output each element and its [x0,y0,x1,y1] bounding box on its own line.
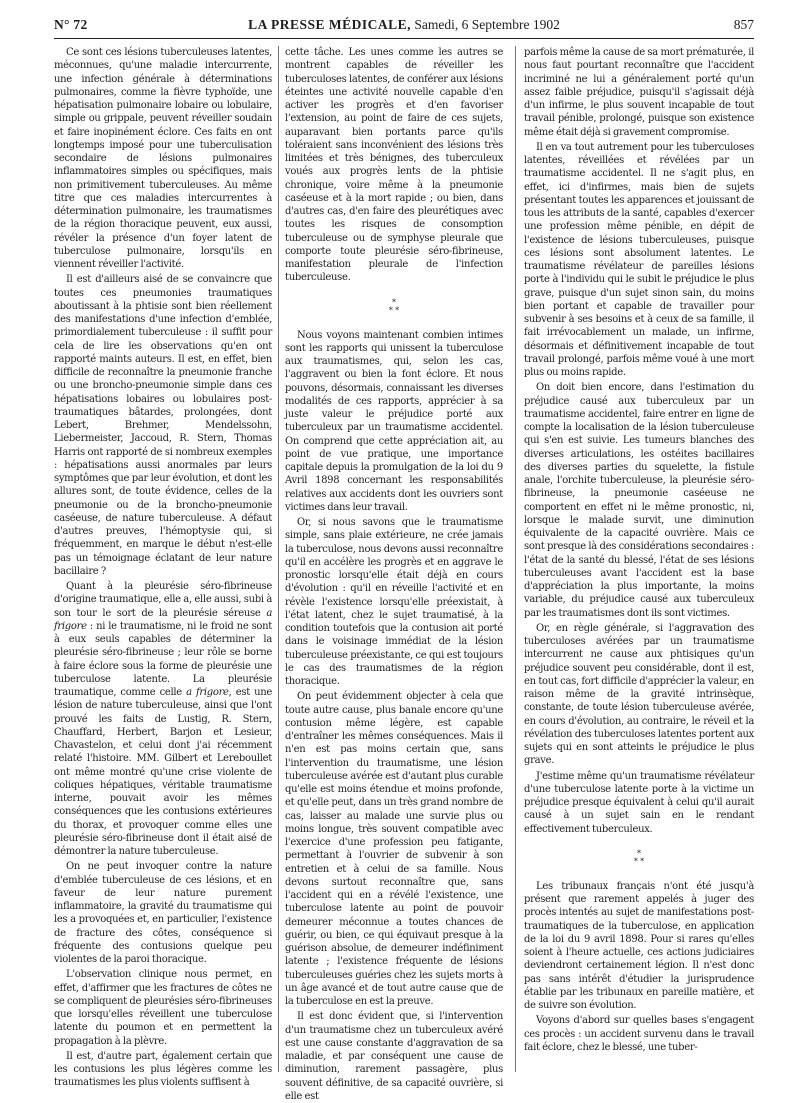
issue-number: N° 72 [54,17,88,32]
text-column-1 [54,46,272,1089]
paragraph: On doit bien encore, dans l'estimation du préjudice causé aux tuberculeux par un traumatisme accidentel, faire entrer en ligne de compte la localisation de la lésion tuberculeuse qui s'en est suivie. Les tumeurs blanches des diverses articulations, les ostéites bacillaires des diverses parties du squelette, la fistule anale, l'orchite tuberculeuse, la pleurésie séro-fibrineuse, la pneumonie caséeuse ne comportent en effet ni le même pronostic, ni, lorsque le malade survit, une diminution équivalente de la capacité ouvrière. Mais ce sont presque là des considérations secondaires : l'état de la santé du blessé, l'état de ses lésions tuberculeuses avant l'accident est la base d'appréciation la plus importante, la moins variable, du préjudice causé aux tuberculeux par les traumatismes dont ils sont victimes. [524,382,754,619]
running-title [54,17,754,33]
text-column-3 [524,46,754,1076]
paragraph: Nous voyons maintenant combien intimes sont les rapports qui unissent la tuberculose aux traumatismes, qui, selon les cas, l'aggravent ou bien la font éclore. Et nous pouvons, désormais, connaissant les diverses modalités de ces rapports, apprécier à sa juste valeur le préjudice porté aux tuberculeux par un traumatisme accidentel. On comprend que cette appréciation ait, au point de vue pratique, une importance capitale depuis la promulgation de la loi du 9 Avril 1898 concernant les responsabilités relatives aux accidents dont les ouvriers sont victimes dans leur travail. [285,329,503,513]
paragraph: L'observation clinique nous permet, en effet, d'affirmer que les fractures de côtes ne se compliquent de pleurésies séro-fibrineuses que lorsqu'elles réveillent une tuberculose latente du poumon et en permettent la propagation à la plèvre. [54,969,272,1047]
paragraph: Ce sont ces lésions tuberculeuses latentes, méconnues, qu'une maladie intercurrente, une infection générale à déterminations pulmonaires, comme la fièvre typhoïde, une hépatisation pulmonaire lobaire ou lobulaire, simple ou grippale, peuvent réveiller soudain et faire inopinément éclore. Ces faits en ont longtemps imposé pour une tuberculisation secondaire de lésions pulmonaires inflammatoires simples ou spécifiques, mais non primitivement tuberculeuses. Au même titre que ces maladies intercurrentes à détermination pulmonaire, les traumatismes de la région thoracique peuvent, eux aussi, révéler la présence d'un foyer latent de tuberculose pulmonaire, lorsqu'ils en viennent réveiller l'activité. [54,47,272,270]
column-rule [278,46,279,1072]
paragraph: On ne peut invoquer contre la nature d'emblée tuberculeuse de ces lésions, et en faveur de leur nature purement inflammatoire, la gravité du traumatisme qui les a provoquées et, en particulier, l'existence de fracture des côtes, conséquence si fréquente des contusions quelque peu violentes de la paroi thoracique. [54,861,272,965]
paragraph: cette tâche. Les unes comme les autres se montrent capables de réveiller les tuberculoses latentes, de conférer aux lésions éteintes une activité nouvelle capable d'en activer les progrès et d'en favoriser l'extension, au point de faire de ces sujets, auparavant bien portants parce qu'ils toléraient sans inconvénient des lésions très limitées et très bénignes, des tuberculeux voués aux progrès lents de la phtisie chronique, voire même à la pneumonie caséeuse et à la mort rapide ; ou bien, dans d'autres cas, d'en faire des pleurétiques avec toutes les risques de consomption tuberculeuse ou de symphyse pleurale que comporte toute pleurésie séro-fibrineuse, manifestation pleurale de l'infection tuberculeuse. [285,47,503,284]
text-column-2 [285,46,503,1102]
paragraph: Il est, d'autre part, également certain que les contusions les plus légères comme les traumatismes les plus violents suffisent à [54,1050,272,1089]
column-rule [515,46,516,1072]
paragraph: Il en va tout autrement pour les tuberculoses latentes, réveillées et révélées par un traumatisme accidentel. Il ne s'agit plus, en effet, ici d'infirmes, mais bien de sujets présentant toutes les apparences et jouissant de tous les attributs de la santé, capables d'exercer une profession même pénible, en dépit de l'existence de lésions tuberculeuses, puisque ces lésions sont absolument latentes. Le traumatisme révélateur de pareilles lésions porte à l'individu qui le subit le préjudice le plus grave, puisque d'un sujet sinon sain, du moins bien portant et capable de travailler pour subvenir à ses besoins et à ceux de sa famille, il fait irrévocablement un malade, un infirme, désormais et définitivement incapable de tout travail prolongé, parfois même voué à une mort plus ou moins rapide. [524,141,754,378]
paragraph: Or, en règle générale, si l'aggravation des tuberculoses avérées par un traumatisme intercurrent ne cause aux phtisiques qu'un préjudice souvent peu considérable, dont il est, en tout cas, fort difficile d'apprécier la valeur, en raison même de la gravité intrinsèque, constante, de toute lésion tuberculeuse avérée, en cours d'évolution, au contraire, le réveil et la révélation des tuberculoses latentes portent aux sujets qui en sont atteints le préjudice le plus grave. [524,622,754,767]
paragraph: parfois même la cause de sa mort prématurée, il nous faut pourtant reconnaître que l'accident incriminé ne lui a généralement porté qu'un assez faible préjudice, puisqu'il s'agissait déjà d'un infirme, le plus souvent incapable de tout travail pénible, prolongé, puisque son existence même était déjà si gravement compromise. [524,47,754,138]
journal-name: LA PRESSE MÉDICALE, [248,17,412,32]
section-asterism: * * * [388,297,400,315]
page-header [54,14,754,39]
paragraph: J'estime même qu'un traumatisme révélateur d'une tuberculose latente porte à la victime un préjudice presque équivalent à celui qu'il aurait causé à un sujet sain en le rendant effectivement tuberculeux. [524,770,754,835]
paragraph: On peut évidemment objecter à cela que toute autre cause, plus banale encore qu'une contusion même légère, est capable d'entraîner les mêmes conséquences. Mais il n'en est pas moins certain que, sans l'intervention du traumatisme, une lésion tuberculeuse avérée est d'autant plus curable qu'elle est moins étendue et moins profonde, et qu'elle peut, dans un très grand nombre de cas, laisser au malade une survie plus ou moins longue, très souvent compatible avec l'exercice d'une profession peu fatigante, permettant à l'ouvrier de subvenir à son entretien et à celui de sa famille. Nous devons surtout reconnaître que, sans l'accident qui en a révélé l'existence, une tuberculose latente au point de pouvoir demeurer méconnue a toutes chances de guérir, ou bien, ce qui équivaut presque à la guérison absolue, de demeurer indéfiniment latente ; l'existence fréquente de lésions tuberculeuses guéries chez les sujets morts à un âge avancé et de tout autre cause que de la tuberculose en est la preuve. [285,691,503,1007]
paragraph: Les tribunaux français n'ont été jusqu'à présent que rarement appelés à juger des procès intentés au sujet de manifestations post-traumatiques de la tuberculose, en application de la loi du 9 avril 1898. Pour si rares qu'elles soient à l'heure actuelle, ces actions judiciaires deviendront certainement légion. Il n'est donc pas sans intérêt d'étudier la jurisprudence établie par les tribunaux en pareille matière, et de suivre son évolution. [524,880,754,1011]
paragraph: Or, si nous savons que le traumatisme simple, sans plaie extérieure, ne crée jamais la tuberculose, nous devons aussi reconnaître qu'il en accélère les progrès et en aggrave le pronostic lorsqu'elle était déjà en cours d'évolution : qu'il en réveille l'activité et en révèle l'existence lorsqu'elle préexistait, à l'état latent, chez le sujet traumatisé, à la condition toutefois que la contusion ait porté dans le voisinage immédiat de la lésion tuberculeuse préexistante, ce qui est toujours le cas des traumatismes de la région thoracique. [285,517,503,687]
paragraph: Voyons d'abord sur quelles bases s'engagent ces procès : un accident survenu dans le travail fait éclore, chez le blessé, une tuber- [524,1015,754,1053]
section-asterism: * * * [633,848,645,866]
paragraph: Il est donc évident que, si l'intervention d'un traumatisme chez un tuberculeux avéré est une cause constante d'aggravation de sa maladie, et par conséquent une cause de diminution, rarement passagère, plus souvent définitive, de sa capacité ouvrière, si elle est [285,1011,503,1102]
issue-date: Samedi, 6 Septembre 1902 [411,17,560,32]
paragraph: Il est d'ailleurs aisé de se convaincre que toutes ces pneumonies traumatiques aboutissant à la phtisie sont bien réellement des manifestations d'une infection d'emblée, primordialement tuberculeuse : il suffit pour cela de lire les observations qu'en ont rapporté maints auteurs. Il est, en effet, bien difficile de reconnaître la pneumonie franche ou une broncho-pneumonie simple dans ces hépatisations lobaires ou lobulaires post-traumatiques bâtardes, prolongées, dont Lebert, Brehmer, Mendelssohn, Liebermeister, Jaccoud, R. Stern, Thomas Harris ont rapporté de si nombreux exemples : hépatisations aussi anormales par leurs symptômes que par leur évolution, et dont les allures sont, de toute évidence, celles de la pneumonie ou de la broncho-pneumonie caséeuse, de nature tuberculeuse. A défaut d'autres preuves, l'hémoptysie qui, si fréquemment, en marque le début n'est-elle pas un témoignage éclatant de leur nature bacillaire ? [54,274,272,577]
page-number: 857 [733,17,754,32]
paragraph: Quant à la pleurésie séro-fibrineuse d'origine traumatique, elle a, elle aussi, subi à son tour le sort de la pleurésie séreuse a frigore : ni le traumatisme, ni le froid ne sont à eux seuls capables de déterminer la pleurésie séro-fibrineuse ; leur rôle se borne à faire éclore sous la forme de pleurésie une tuberculose latente. La pleurésie traumatique, comme celle a frigore, est une lésion de nature tuberculeuse, ainsi que l'ont prouvé les faits de Lustig, R. Stern, Chauffard, Herbert, Barjon et Lesieur, Chavastelon, et celui dont j'ai récemment relaté l'histoire. MM. Gilbert et Lereboullet ont même montré qu'une crise violente de coliques hépatiques, véritable traumatisme interne, pouvait avoir les mêmes conséquences que les contusions extérieures du thorax, et provoquer comme elles une pleurésie séro-fibrineuse dont il était aisé de démontrer la nature tuberculeuse. [54,581,272,857]
